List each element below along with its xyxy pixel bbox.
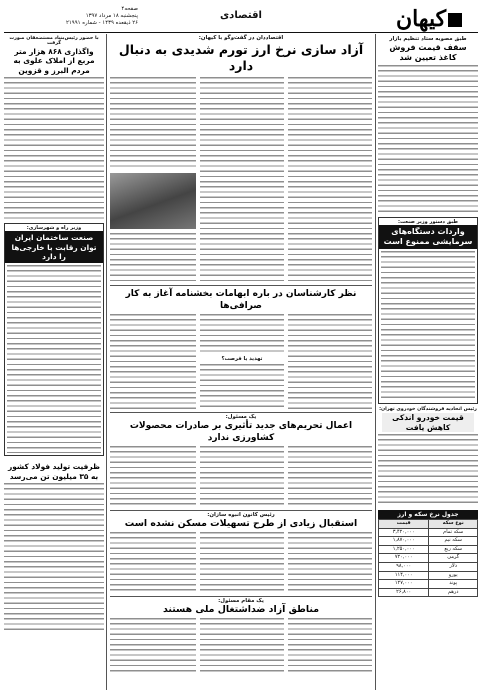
rate-value: ۷۲۰,۰۰۰ xyxy=(379,554,429,563)
rates-table-box xyxy=(378,510,478,597)
article-headline: ظرفیت تولید فولاد کشور به ۳۵ میلیون تن می‌رسد xyxy=(8,462,100,481)
issue-number: ۲۶ ذیقعده ۱۴۳۹ - شماره ۲۱۹۹۱ xyxy=(66,20,138,26)
rate-label: گرمی xyxy=(429,554,478,563)
table-row xyxy=(379,588,478,597)
article-photo xyxy=(110,173,196,229)
article-kicker: یک مسئول: xyxy=(225,414,257,420)
article-body xyxy=(378,65,478,213)
rates-table xyxy=(378,519,478,597)
article-body xyxy=(110,77,196,169)
rate-label: سکه تمام xyxy=(429,528,478,537)
rates-table-header xyxy=(379,520,478,529)
article-kicker: یک مقام مسئول: xyxy=(218,598,264,604)
rate-value: ۲۶,۸۰۰ xyxy=(379,588,429,597)
article-body xyxy=(288,77,372,283)
rate-value: ۹۸,۰۰۰ xyxy=(379,562,429,571)
column-rule xyxy=(375,34,376,690)
article-body xyxy=(288,532,372,594)
article-body xyxy=(288,314,372,410)
box-kicker: وزیر راه و شهرسازی: xyxy=(26,225,82,232)
article-headline: مناطق آزاد ضداشتغال ملی هستند xyxy=(162,604,320,615)
masthead-title: کیهان xyxy=(395,6,447,32)
lead-headline: آزاد سازی نرخ ارز تورم شدیدی به دنبال دارد xyxy=(118,42,364,73)
issue-info xyxy=(8,6,138,27)
article-body xyxy=(200,314,284,354)
article-body xyxy=(200,532,284,594)
article-headline: واگذاری ۸۶۸ هزار متر مربع از املاک علوی به مردم البرز و قزوین xyxy=(13,47,95,75)
table-row xyxy=(379,562,478,571)
left-column xyxy=(4,34,104,690)
article-headline: قیمت خودرو اندکی کاهش یافت xyxy=(382,413,474,432)
box-headline: صنعت ساختمان ایران توان رقابت با خارجی‌ها را دارد xyxy=(5,231,103,263)
rate-value: ۱,۲۵۰,۰۰۰ xyxy=(379,545,429,554)
article-body xyxy=(288,618,372,672)
rate-label: پوند xyxy=(429,580,478,589)
article-body xyxy=(4,483,104,631)
center-column xyxy=(110,34,372,690)
article-kicker: با حضور رئیس‌بنیاد مستضعفان صورت گرفت xyxy=(9,36,99,46)
article-headline: سقف قیمت فروش کاغذ تعیین شد xyxy=(389,43,467,62)
box-headline: واردات دستگاه‌های سرمایشی ممنوع است xyxy=(379,225,477,249)
article-headline: اعمال تحریم‌های جدید تأثیری بر صادرات محصولات کشاورزی ندارد xyxy=(129,421,353,443)
rate-value: ۱۱۴,۰۰۰ xyxy=(379,571,429,580)
table-row xyxy=(379,571,478,580)
table-row xyxy=(379,554,478,563)
section-divider xyxy=(110,596,372,597)
article-headline: استقبال زیادی از طرح تسهیلات مسکن نشده است xyxy=(124,518,358,529)
box-kicker: طبق دستور وزیر صنعت: xyxy=(398,219,458,225)
agri-article xyxy=(110,446,372,508)
table-row xyxy=(379,545,478,554)
exchange-article xyxy=(110,314,372,410)
article-body xyxy=(378,434,478,506)
rate-value: ۱,۸۷۰,۰۰۰ xyxy=(379,537,429,546)
table-row xyxy=(379,580,478,589)
article-body xyxy=(110,532,196,594)
rate-value: ۳,۴۲۰,۰۰۰ xyxy=(379,528,429,537)
article-body xyxy=(200,618,284,672)
rate-label: سکه ربع xyxy=(429,545,478,554)
lead-kicker: اقتصاددان در گفت‌وگو با کیهان: xyxy=(198,35,284,41)
zones-article xyxy=(110,618,372,672)
rates-col-header: نوع سکه xyxy=(429,520,478,529)
issue-date: پنجشنبه ۱۸ مرداد ۱۳۹۷ xyxy=(85,13,138,19)
page-header xyxy=(4,4,478,33)
table-row xyxy=(379,537,478,546)
article-body xyxy=(110,233,196,283)
article-headline: نظر کارشناسان در باره ابهامات بخشنامه آغاز به کار صرافی‌ها xyxy=(125,289,357,311)
article-body xyxy=(110,314,196,410)
rates-table-title: جدول نرخ سکه و ارز xyxy=(378,510,478,519)
box-body xyxy=(7,265,101,453)
article-kicker: رئیس اتحادیه فروشندگان خودروی تهران: xyxy=(379,407,477,412)
page-number: صفحه۴ xyxy=(121,6,138,12)
article-kicker: طبق مصوبه ستاد تنظیم بازار xyxy=(389,36,467,42)
highlight-box xyxy=(378,217,478,404)
article-subhead: تهدید یا فرصت؟ xyxy=(221,356,263,362)
rate-label: سکه نیم xyxy=(429,537,478,546)
article-body xyxy=(110,446,196,508)
highlight-box xyxy=(4,223,104,456)
box-body xyxy=(381,251,475,401)
column-rule xyxy=(106,34,107,690)
section-divider xyxy=(110,412,372,413)
rates-col-header: قیمت xyxy=(379,520,429,529)
article-body xyxy=(200,446,284,508)
section-title: اقتصادی xyxy=(220,10,262,21)
lead-article xyxy=(110,77,372,283)
rate-label: دلار xyxy=(429,562,478,571)
article-body xyxy=(200,364,284,410)
section-divider xyxy=(110,510,372,511)
article-body xyxy=(288,446,372,508)
rate-value: ۱۲۷,۰۰۰ xyxy=(379,580,429,589)
article-body xyxy=(4,77,104,219)
right-column xyxy=(378,34,478,690)
rate-label: یورو xyxy=(429,571,478,580)
rate-label: درهم xyxy=(429,588,478,597)
table-row xyxy=(379,528,478,537)
article-body xyxy=(110,618,196,672)
section-divider xyxy=(110,285,372,286)
article-kicker: رئیس کانون انبوه سازان: xyxy=(207,512,275,518)
housing-article xyxy=(110,532,372,594)
article-body xyxy=(200,77,284,283)
